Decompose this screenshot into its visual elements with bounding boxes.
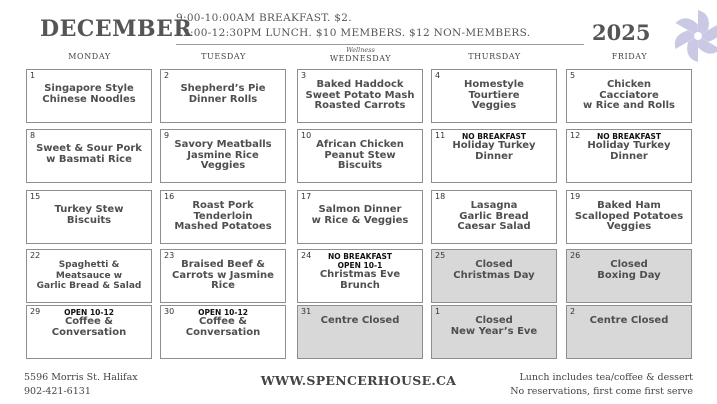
calendar-day-cell xyxy=(297,190,423,244)
calendar-day-cell xyxy=(26,129,152,183)
day-number: 2 xyxy=(570,307,576,316)
day-number: 1 xyxy=(30,71,36,80)
day-number: 22 xyxy=(30,251,41,260)
lunch-notes xyxy=(510,371,693,399)
wellness-label: Wellness xyxy=(346,46,375,54)
meal-text: Closed New Year’s Eve xyxy=(450,315,538,337)
calendar-day-cell xyxy=(26,190,152,244)
meal-text: Baked Ham Scalloped Potatoes Veggies xyxy=(574,200,684,232)
breakfast-hours: 9:00-10:00AM BREAKFAST. $2. xyxy=(176,12,352,24)
meal-text: Coffee & Conversation xyxy=(51,316,127,338)
calendar-day-cell xyxy=(566,129,692,183)
meal-text: Coffee & Conversation xyxy=(185,316,261,338)
hours-info xyxy=(176,11,530,41)
meal-text: Chicken Cacciatore w Rice and Rolls xyxy=(583,79,675,111)
month-title: DECEMBER xyxy=(40,16,193,42)
website-link[interactable]: WWW.SPENCERHOUSE.CA xyxy=(260,373,457,388)
meal-text: Savory Meatballs Jasmine Rice Veggies xyxy=(174,139,272,171)
day-number: 10 xyxy=(301,131,312,140)
meal-text: Centre Closed xyxy=(589,315,669,326)
calendar-day-cell xyxy=(297,305,423,359)
calendar-day-cell xyxy=(431,129,557,183)
calendar-day-cell xyxy=(26,249,152,303)
calendar-day-cell xyxy=(431,305,557,359)
calendar-day-cell xyxy=(566,249,692,303)
meal-text: Closed Boxing Day xyxy=(597,259,661,281)
meal-text: Singapore Style Chinese Noodles xyxy=(42,83,136,105)
calendar-day-cell xyxy=(160,305,286,359)
day-number: 23 xyxy=(164,251,175,260)
lunch-note-2: No reservations, first come first serve xyxy=(510,386,693,397)
meal-text: Closed Christmas Day xyxy=(453,259,535,281)
day-header-thursday: THURSDAY xyxy=(468,52,521,61)
meal-text: Turkey Stew Biscuits xyxy=(54,204,124,226)
day-header-friday: FRIDAY xyxy=(611,52,648,61)
day-number: 3 xyxy=(301,71,307,80)
calendar-day-cell xyxy=(566,69,692,123)
day-number: 24 xyxy=(301,251,312,260)
day-number: 17 xyxy=(301,192,312,201)
lunch-hours: 12:00-12:30PM LUNCH. $10 MEMBERS. $12 NON-MEMBERS. xyxy=(176,27,531,39)
day-number: 26 xyxy=(570,251,581,260)
day-number: 2 xyxy=(164,71,170,80)
calendar-day-cell xyxy=(160,69,286,123)
header-divider xyxy=(176,44,584,45)
calendar-day-cell xyxy=(566,190,692,244)
day-note: OPEN 10-12 xyxy=(198,308,248,317)
calendar-day-cell xyxy=(160,190,286,244)
day-number: 9 xyxy=(164,131,170,140)
day-number: 25 xyxy=(435,251,446,260)
calendar-day-cell xyxy=(566,305,692,359)
meal-text: Shepherd’s Pie Dinner Rolls xyxy=(180,83,266,105)
meal-text: Braised Beef & Carrots w Jasmine Rice xyxy=(172,259,274,291)
calendar-day-cell xyxy=(431,190,557,244)
calendar-day-cell xyxy=(297,129,423,183)
calendar-day-cell xyxy=(297,249,423,303)
day-number: 4 xyxy=(435,71,441,80)
day-number: 31 xyxy=(301,307,312,316)
year-title: 2025 xyxy=(592,20,651,45)
calendar-day-cell xyxy=(26,69,152,123)
day-number: 5 xyxy=(570,71,576,80)
day-header-tuesday: TUESDAY xyxy=(201,52,246,61)
day-number: 8 xyxy=(30,131,36,140)
day-note: OPEN 10-12 xyxy=(64,308,114,317)
meal-text: Christmas Eve Brunch xyxy=(319,269,401,291)
meal-text: Centre Closed xyxy=(320,315,400,326)
pinwheel-icon xyxy=(660,0,717,72)
meal-text: Salmon Dinner w Rice & Veggies xyxy=(311,204,409,226)
calendar-day-cell xyxy=(160,129,286,183)
day-number: 11 xyxy=(435,131,446,140)
address: 5596 Morris St. Halifax xyxy=(24,372,138,383)
day-note: NO BREAKFAST OPEN 10-1 xyxy=(327,252,393,270)
phone: 902-421-6131 xyxy=(24,386,91,397)
day-number: 16 xyxy=(164,192,175,201)
day-note: NO BREAKFAST xyxy=(596,132,662,141)
meal-text: Homestyle Tourtiere Veggies xyxy=(464,79,524,111)
meal-text: Baked Haddock Sweet Potato Mash Roasted Carrots xyxy=(305,79,415,111)
calendar-day-cell xyxy=(431,249,557,303)
meal-text: Holiday Turkey Dinner xyxy=(452,140,536,162)
day-number: 15 xyxy=(30,192,41,201)
meal-text: Holiday Turkey Dinner xyxy=(587,140,671,162)
calendar-day-cell xyxy=(297,69,423,123)
day-header-monday: MONDAY xyxy=(68,52,111,61)
day-note: NO BREAKFAST xyxy=(461,132,527,141)
lunch-note-1: Lunch includes tea/coffee & dessert xyxy=(519,372,693,383)
calendar-day-cell xyxy=(26,305,152,359)
day-header-wednesday: WEDNESDAY xyxy=(329,54,392,63)
meal-text: Lasagna Garlic Bread Caesar Salad xyxy=(457,200,531,232)
meal-text: Spaghetti & Meatsauce w Garlic Bread & Salad xyxy=(36,260,142,291)
meal-text: Roast Pork Tenderloin Mashed Potatoes xyxy=(174,200,272,232)
day-number: 12 xyxy=(570,131,581,140)
meal-text: African Chicken Peanut Stew Biscuits xyxy=(316,139,404,171)
calendar-day-cell xyxy=(431,69,557,123)
meal-text: Sweet & Sour Pork w Basmati Rice xyxy=(36,143,142,165)
calendar-day-cell xyxy=(160,249,286,303)
day-number: 30 xyxy=(164,307,175,316)
day-number: 29 xyxy=(30,307,41,316)
day-number: 1 xyxy=(435,307,441,316)
day-number: 19 xyxy=(570,192,581,201)
day-number: 18 xyxy=(435,192,446,201)
